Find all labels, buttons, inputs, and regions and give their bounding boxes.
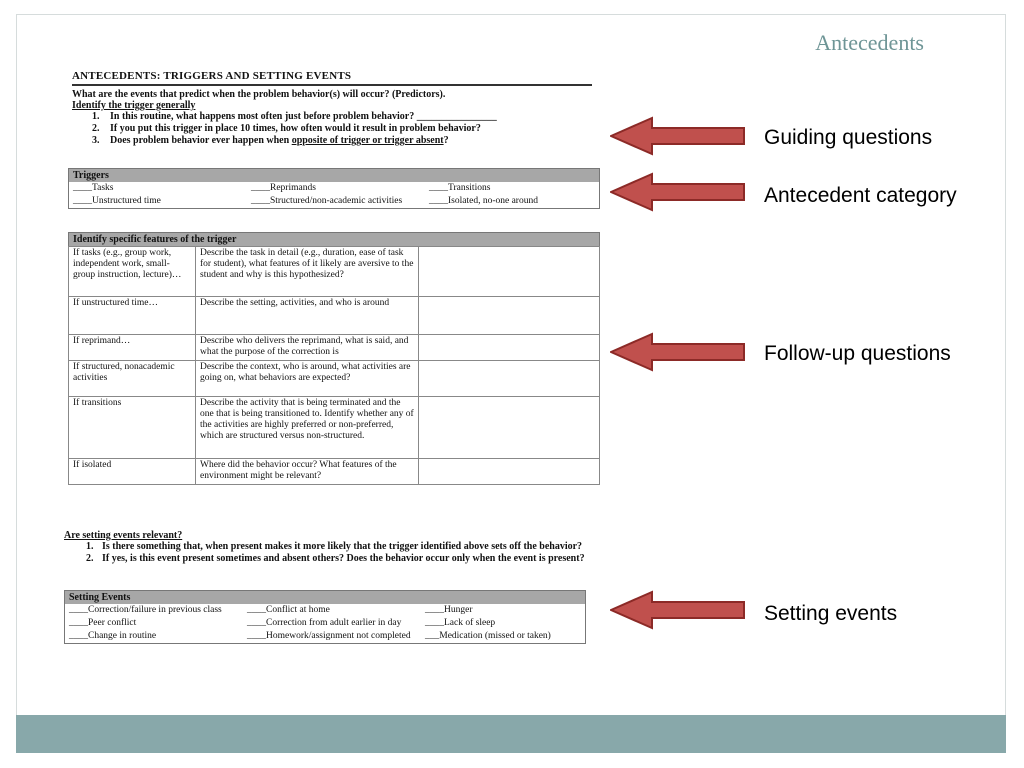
feature-answer-cell[interactable] <box>419 297 600 335</box>
trigger-option[interactable]: ____Isolated, no-one around <box>429 196 538 206</box>
table-row <box>65 617 586 630</box>
callout-guiding-questions: Guiding questions <box>764 126 933 149</box>
slide-title: Antecedents <box>815 30 924 55</box>
table-row <box>69 397 600 459</box>
feature-condition: If unstructured time… <box>69 297 196 335</box>
table-row <box>69 182 600 195</box>
feature-condition: If structured, nonacademic activities <box>69 361 196 397</box>
feature-prompt: Describe the activity that is being terminated and the one that is being transitioned to. Identify whether any of the activities are highly preferred or non-preferred, which are structured versus non-structured. <box>196 397 419 459</box>
callout-follow-up-questions: Follow-up questions <box>764 342 951 365</box>
feature-condition: If tasks (e.g., group work, independent work, small-group instruction, lecture)… <box>69 247 196 297</box>
table-row <box>65 604 586 617</box>
setting-event-option[interactable]: ____Correction/failure in previous class <box>69 605 222 615</box>
table-row <box>69 195 600 209</box>
setting-event-option[interactable]: ____Lack of sleep <box>425 618 496 628</box>
feature-condition: If isolated <box>69 459 196 485</box>
triggers-header: Triggers <box>69 169 600 183</box>
setting-events-table <box>64 590 586 644</box>
guiding-question-3: 3. Does problem behavior ever happen when opposite of trigger or trigger absent? <box>92 135 449 146</box>
setting-event-option[interactable]: ____Correction from adult earlier in day <box>247 618 402 628</box>
setting-question-heading: Are setting events relevant? <box>64 530 183 541</box>
feature-prompt: Describe the task in detail (e.g., duration, ease of task for student), what features of it likely are aversive to the student and why is this hypothesized? <box>196 247 419 297</box>
footer-bar <box>16 715 1006 753</box>
setting-event-option[interactable]: ____Change in routine <box>69 631 157 641</box>
trigger-option[interactable]: ____Tasks <box>73 183 114 193</box>
trigger-features-table <box>68 232 600 485</box>
left-arrow-icon <box>610 590 745 630</box>
table-row <box>69 361 600 397</box>
table-row <box>69 335 600 361</box>
feature-answer-cell[interactable] <box>419 397 600 459</box>
feature-condition: If transitions <box>69 397 196 459</box>
feature-condition: If reprimand… <box>69 335 196 361</box>
feature-answer-cell[interactable] <box>419 459 600 485</box>
table-row <box>69 247 600 297</box>
setting-events-header: Setting Events <box>65 591 586 605</box>
trigger-option[interactable]: ____Structured/non-academic activities <box>251 196 403 206</box>
feature-prompt: Describe who delivers the reprimand, what is said, and what the purpose of the correction is <box>196 335 419 361</box>
setting-event-option[interactable]: ____Homework/assignment not completed <box>247 631 411 641</box>
setting-event-option[interactable]: ____Hunger <box>425 605 473 615</box>
features-header-blank <box>419 233 600 247</box>
setting-question-1: 1. Is there something that, when present makes it more likely that the trigger identified above sets off the behavior? <box>86 541 583 552</box>
setting-event-option[interactable]: ____Conflict at home <box>247 605 330 615</box>
trigger-option[interactable]: ____Transitions <box>429 183 491 193</box>
left-arrow-icon <box>610 116 745 156</box>
guiding-question-1: 1. In this routine, what happens most often just before problem behavior? ________________ <box>92 111 497 122</box>
trigger-option[interactable]: ____Unstructured time <box>73 196 161 206</box>
callout-antecedent-category: Antecedent category <box>764 184 957 207</box>
table-row <box>65 630 586 644</box>
feature-answer-cell[interactable] <box>419 335 600 361</box>
guiding-question-list <box>62 111 602 147</box>
triggers-table <box>68 168 600 209</box>
setting-events-questions <box>64 530 592 565</box>
feature-prompt: Describe the context, who is around, what activities are going on, what behaviors are expected? <box>196 361 419 397</box>
identify-trigger-heading: Identify the trigger generally <box>72 100 196 111</box>
setting-event-option[interactable]: ___Medication (missed or taken) <box>425 631 551 641</box>
feature-prompt: Where did the behavior occur? What features of the environment might be relevant? <box>196 459 419 485</box>
feature-prompt: Describe the setting, activities, and who is around <box>196 297 419 335</box>
feature-answer-cell[interactable] <box>419 361 600 397</box>
callout-setting-events: Setting events <box>764 602 898 625</box>
setting-question-2: 2. If yes, is this event present sometimes and absent others? Does the behavior occur only when the event is present? <box>86 553 585 564</box>
worksheet <box>62 70 602 147</box>
main-question: What are the events that predict when the problem behavior(s) will occur? (Predictors). <box>72 89 446 100</box>
feature-answer-cell[interactable] <box>419 247 600 297</box>
left-arrow-icon <box>610 332 745 372</box>
setting-event-option[interactable]: ____Peer conflict <box>69 618 137 628</box>
guiding-question-2: 2. If you put this trigger in place 10 times, how often would it result in problem behavior? <box>92 123 481 134</box>
left-arrow-icon <box>610 172 745 212</box>
trigger-option[interactable]: ____Reprimands <box>251 183 316 193</box>
features-header: Identify specific features of the trigger <box>69 233 419 247</box>
table-row <box>69 297 600 335</box>
worksheet-heading: ANTECEDENTS: TRIGGERS AND SETTING EVENTS <box>72 70 592 86</box>
table-row <box>69 459 600 485</box>
